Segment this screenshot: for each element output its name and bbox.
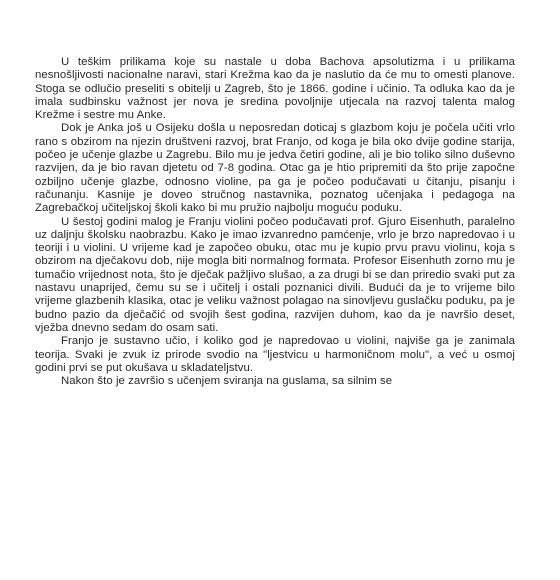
paragraph-3: U šestoj godini malog je Franju violini počeo podučavati prof. Gjuro Eisenhuth, paralelno uz daljnju školsku naobrazbu. Kako je imao izvanredno pamćenje, vrlo je brzo napredovao i u teoriji i u violini. U vrijeme kad je započeo obuku, otac mu je kupio prvu pravu violinu, koja s obzirom na dječakovu dob, nije mogla biti normalnog formata. Profesor Eisenhuth zorno mu je tumačio vrijednost nota, što je dječak pažljivo slušao, a za drugi bi se dan priredio svaki put za nastavu unaprijed, čemu su se i učitelj i ostali poznanici divili. Budući da je to vrijeme bilo vrijeme glazbenih klasika, otac je veliku važnost polagao na sinovljevu guslačku poduku, pa je budno pazio da dječačić od svojih šest godina, razvijen duhom, kao da je navršio deset, vježba dnevno sedam do osam sati.	[35, 215, 515, 334]
paragraph-1: U teškim prilikama koje su nastale u doba Bachova apsolutizma i u prilikama nesnošljivosti nacionalne naravi, stari Krežma kao da je naslutio da će mu to omesti planove. Stoga se odlučio preseliti s obitelji u Zagreb, što je 1866. godine i učinio. Ta odluka kao da je imala sudbinsku važnost jer nova je sredina povoljnije utjecala na razvoj talenta malog Krežme i sestre mu Anke.	[35, 56, 515, 122]
paragraph-4: Franjo je sustavno učio, i koliko god je napredovao u violini, najviše ga je zanimala teorija. Svaki je zvuk iz prirode svodio na "ljestvicu u harmoničnom molu", a već u osmoj godini prvi se put okušava u skladateljstvu.	[35, 335, 515, 374]
document-page	[35, 56, 515, 388]
paragraph-5: Nakon što je završio s učenjem sviranja na guslama, sa silnim se	[61, 375, 393, 388]
paragraph-2: Dok je Anka još u Osijeku došla u neposredan doticaj s glazbom koju je počela učiti vrlo rano s obzirom na njezin društveni razvoj, brat Franjo, od koga je bila oko dvije godine starija, počeo je učenje glazbe u Zagrebu. Bilo mu je jedva četiri godine, ali je bio toliko silno duševno razvijen, da je bio ravan djetetu od 7-8 godina. Otac ga je htio pripremiti da što prije započne ozbiljno učenje glazbe, odnosno violine, pa ga je počeo podučavati u čitanju, pisanju i računanju. Kasnije je doveo stručnog nastavnika, poznatog učenjaka i pedagoga na Zagrebačkoj učiteljskoj školi kako bi mu pružio najbolju moguću poduku.	[35, 122, 515, 215]
